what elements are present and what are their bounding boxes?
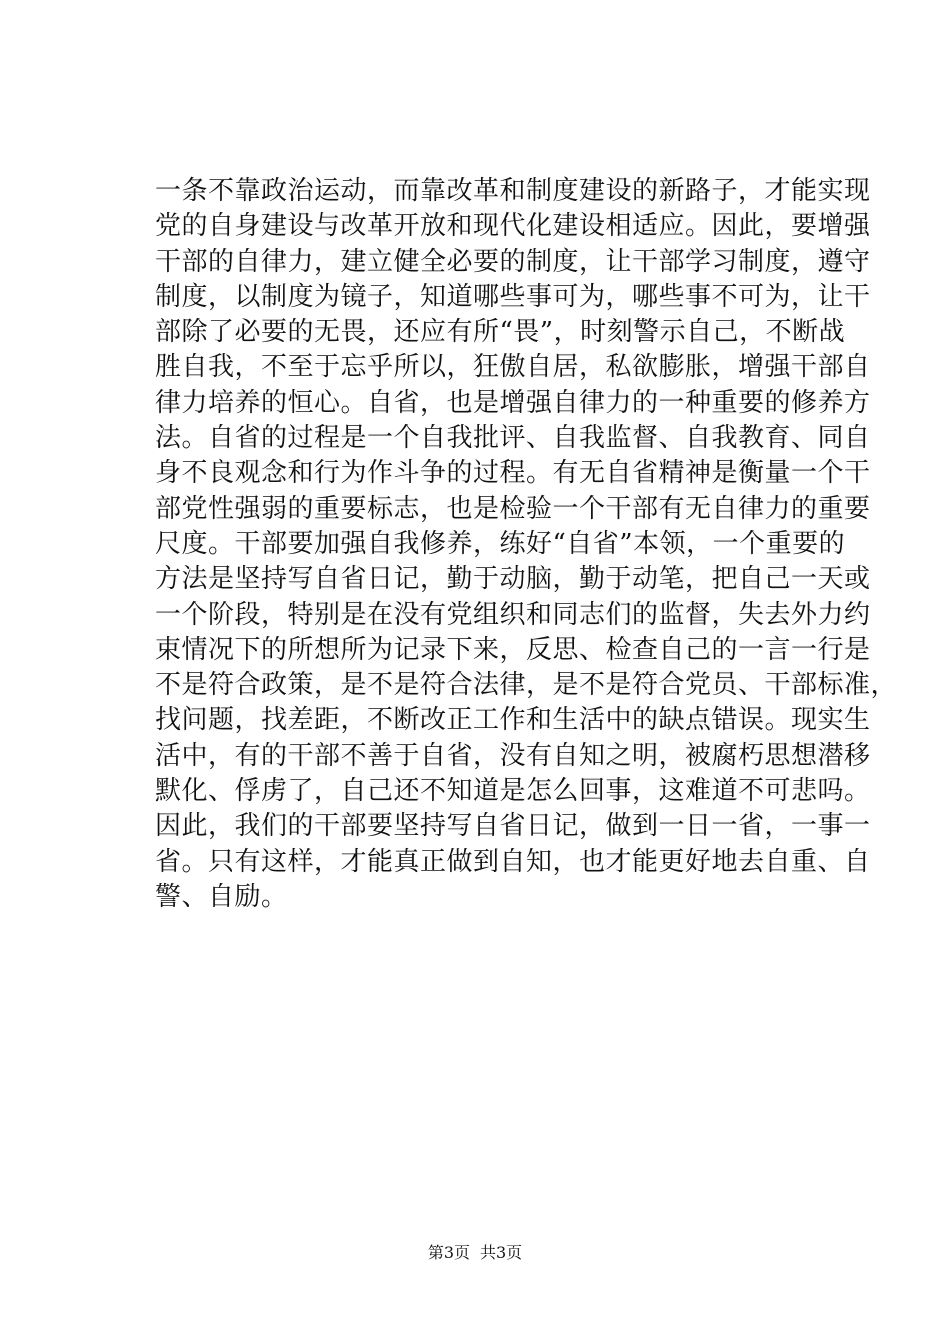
text-line: 一个阶段，特别是在没有党组织和同志们的监督，失去外力约 xyxy=(155,599,871,630)
text-line: 身不良观念和行为作斗争的过程。有无自省精神是衡量一个干 xyxy=(155,458,871,489)
text-line: 制度，以制度为镜子，知道哪些事可为，哪些事不可为，让干 xyxy=(155,281,871,312)
text-line: 干部的自律力，建立健全必要的制度，让干部学习制度，遵守 xyxy=(155,246,871,277)
text-line: 尺度。干部要加强自我修养，练好“自省”本领，一个重要的 xyxy=(155,528,846,559)
text-line: 部党性强弱的重要标志，也是检验一个干部有无自律力的重要 xyxy=(155,493,871,524)
text-line: 胜自我，不至于忘乎所以，狂傲自居，私欲膨胀，增强干部自 xyxy=(155,352,871,383)
page-footer xyxy=(0,1243,950,1263)
text-line: 法。自省的过程是一个自我批评、自我监督、自我教育、同自 xyxy=(155,423,871,454)
text-line: 警、自励。 xyxy=(155,881,288,912)
total-pages: 共3页 xyxy=(480,1243,523,1262)
text-line: 省。只有这样，才能真正做到自知，也才能更好地去自重、自 xyxy=(155,846,871,877)
text-line: 因此，我们的干部要坚持写自省日记，做到一日一省，一事一 xyxy=(155,811,871,842)
text-line: 活中，有的干部不善于自省，没有自知之明，被腐朽思想潜移 xyxy=(155,740,871,771)
body-paragraph xyxy=(155,174,898,915)
text-line: 找问题，找差距，不断改正工作和生活中的缺点错误。现实生 xyxy=(155,705,871,736)
text-line: 党的自身建设与改革开放和现代化建设相适应。因此，要增强 xyxy=(155,211,871,242)
text-line: 方法是坚持写自省日记，勤于动脑，勤于动笔，把自己一天或 xyxy=(155,564,871,595)
text-line: 束情况下的所想所为记录下来，反思、检查自己的一言一行是 xyxy=(155,634,871,665)
text-line: 不是符合政策，是不是符合法律，是不是符合党员、干部标准， xyxy=(155,670,898,701)
text-line: 律力培养的恒心。自省，也是增强自律力的一种重要的修养方 xyxy=(155,387,871,418)
text-line: 一条不靠政治运动，而靠改革和制度建设的新路子，才能实现 xyxy=(155,176,871,206)
page-number: 第3页 xyxy=(427,1243,470,1262)
text-line: 默化、俘虏了，自己还不知道是怎么回事，这难道不可悲吗。 xyxy=(155,776,871,807)
text-line: 部除了必要的无畏，还应有所“畏”，时刻警示自己，不断战 xyxy=(155,317,846,348)
